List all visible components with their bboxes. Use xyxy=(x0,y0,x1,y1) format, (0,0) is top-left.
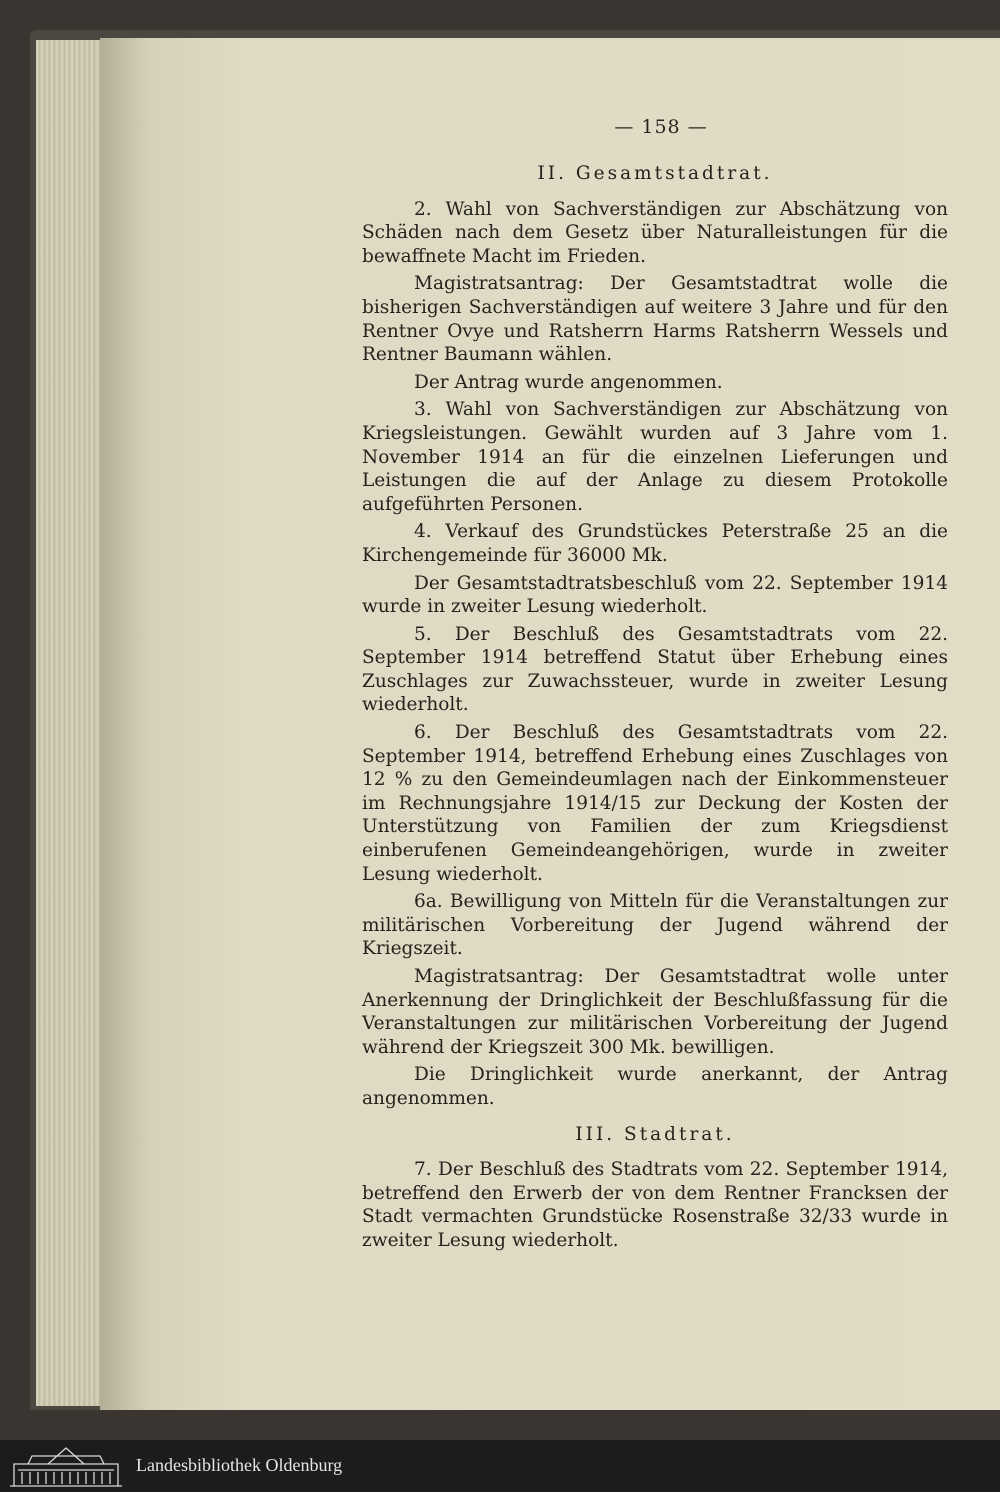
paragraph: 7. Der Beschluß des Stadtrats vom 22. September 1914, betreffend den Erwerb der von dem Rentner Francksen der Stadt vermachten Grundstücke Rosenstraße 32/33 wurde in zweiter Lesung wiederholt. xyxy=(362,1159,948,1251)
text-column xyxy=(362,162,948,1253)
section-heading-stadtrat: III. Stadtrat. xyxy=(575,1123,735,1145)
paragraph: Der Gesamtstadtratsbeschluß vom 22. September 1914 wurde in zweiter Lesung wiederholt. xyxy=(362,572,948,618)
section-heading-gesamtstadtrat: II. Gesamtstadtrat. xyxy=(537,163,773,184)
paragraph: 5. Der Beschluß des Gesamtstadtrats vom 22. September 1914 betreffend Statut über Erhebung eines Zuschlages zur Zuwachssteuer, wurde in zweiter Lesung wiederholt. xyxy=(362,623,948,716)
paragraph: 6a. Bewilligung von Mitteln für die Veranstaltungen zur militärischen Vorbereitung der Jugend während der Kriegszeit. xyxy=(362,891,948,960)
paragraph: 6. Der Beschluß des Gesamtstadtrats vom 22. September 1914, betreffend Erhebung eines Zuschlages von 12 % zu den Gemeindeumlagen nach der Einkommensteuer im Rechnungsjahre 1914/15 zur Deckung der Kosten der Unterstützung von Familien der zum Kriegsdienst einberufenen Gemeindeangehörigen, wurde in zweiter Lesung wiederholt. xyxy=(362,722,948,885)
paragraph: 4. Verkauf des Grundstückes Peterstraße 25 an die Kirchengemeinde für 36000 Mk. xyxy=(362,521,948,566)
paragraph: 3. Wahl von Sachverständigen zur Abschätzung von Kriegsleistungen. Gewählt wurden auf 3 Jahre vom 1. November 1914 an für die einzelnen Lieferungen und Leistungen die auf der Anlage zu diesem Protokolle aufgeführten Personen. xyxy=(362,399,948,515)
library-label: Landesbibliothek Oldenburg xyxy=(136,1455,343,1475)
paragraph: Die Dringlichkeit wurde anerkannt, der Antrag angenommen. xyxy=(362,1064,948,1109)
paragraph: Magistratsantrag: Der Gesamtstadtrat wolle die bisherigen Sachverständigen auf weitere 3 Jahre und für den Rentner Ovye und Ratsherrn Harms Ratsherrn Wessels und Rentner Baumann wählen. xyxy=(362,273,948,366)
paragraph: Der Antrag wurde angenommen. xyxy=(414,371,723,393)
paragraph: 2. Wahl von Sachverständigen zur Abschätzung von Schäden nach dem Gesetz über Naturalleistungen für die bewaffnete Macht im Frieden. xyxy=(362,198,948,267)
page-number: — 158 — xyxy=(614,116,708,138)
footer-bar xyxy=(0,1440,1000,1492)
library-building-icon xyxy=(8,1444,124,1488)
paragraph: Magistratsantrag: Der Gesamtstadtrat wolle unter Anerkennung der Dringlichkeit der Beschlußfassung für die Veranstaltungen zur militärischen Vorbereitung der Jugend während der Kriegszeit 300 Mk. bewilligen. xyxy=(362,966,948,1058)
